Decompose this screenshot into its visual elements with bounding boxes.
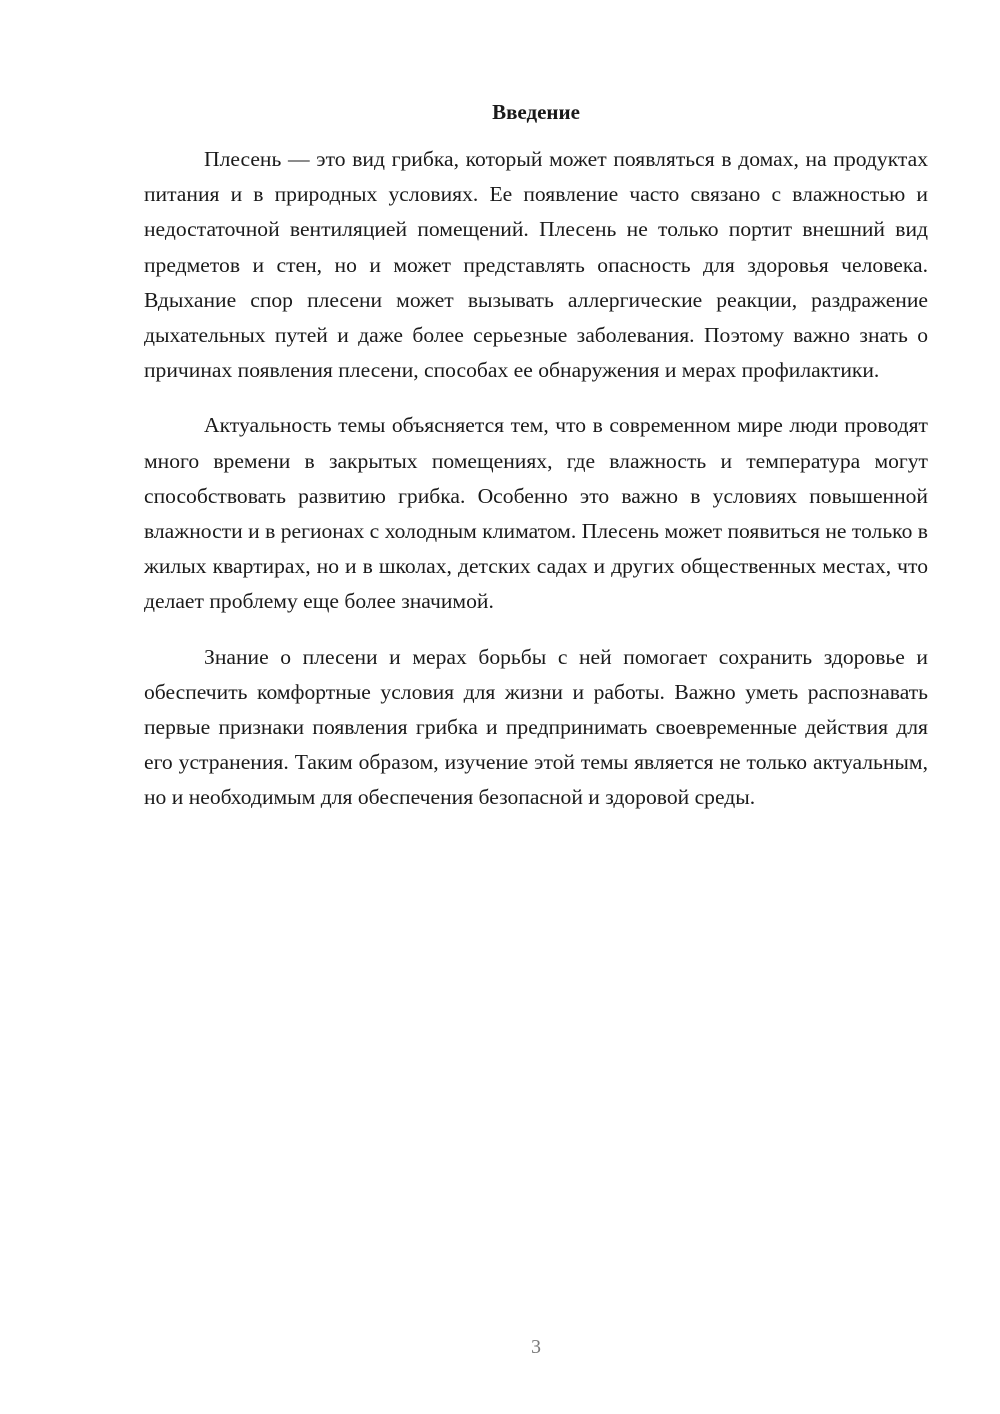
body-text (144, 142, 928, 816)
paragraph-1: Плесень — это вид грибка, который может появляться в домах, на продуктах питания и в природных условиях. Ее появление часто связано с влажностью и недостаточной вентиляцией помещений. Плесень не только портит внешний вид предметов и стен, но и может представлять опасность для здоровья человека. Вдыхание спор плесени может вызывать аллергические реакции, раздражение дыхательных путей и даже более серьезные заболевания. Поэтому важно знать о причинах появления плесени, способах ее обнаружения и мерах профилактики. (144, 147, 928, 383)
page-number: 3 (531, 1336, 541, 1358)
paragraph-2: Актуальность темы объясняется тем, что в современном мире люди проводят много времени в закрытых помещениях, где влажность и температура могут способствовать развитию грибка. Особенно это важно в условиях повышенной влажности и в регионах с холодным климатом. Плесень может появиться не только в жилых квартирах, но и в школах, детских садах и других общественных местах, что делает проблему еще более значимой. (144, 413, 928, 614)
paragraph-3: Знание о плесени и мерах борьбы с ней помогает сохранить здоровье и обеспечить комфортные условия для жизни и работы. Важно уметь распознавать первые признаки появления грибка и предпринимать своевременные действия для его устранения. Таким образом, изучение этой темы является не только актуальным, но и необходимым для обеспечения безопасной и здоровой среды. (144, 644, 928, 810)
section-heading: Введение (492, 100, 580, 124)
